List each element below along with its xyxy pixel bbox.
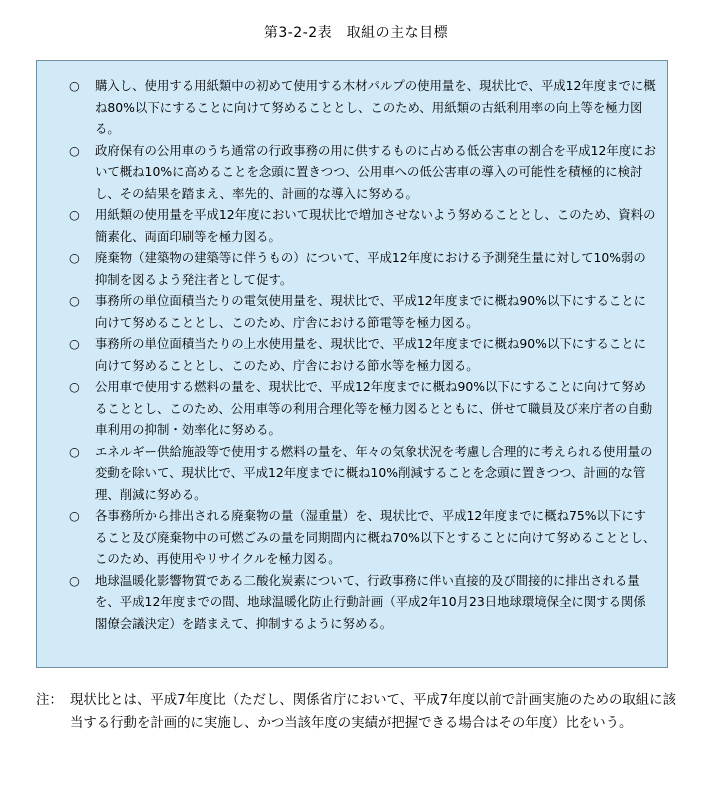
goal-item	[69, 140, 657, 205]
bullet-circle-icon: ○	[69, 78, 80, 93]
table-title: 第3-2-2表 取組の主な目標	[263, 25, 449, 41]
goal-item	[69, 505, 657, 570]
goal-text: 事務所の単位面積当たりの上水使用量を、現状比で、平成12年度までに概ね90%以下にすることに向けて努めることとし、このため、庁舎における節水等を極力図る。	[95, 336, 647, 373]
goal-item	[69, 570, 657, 635]
goal-item	[69, 376, 657, 441]
goal-item	[69, 333, 657, 376]
bullet-circle-icon: ○	[69, 336, 80, 351]
bullet-circle-icon: ○	[69, 443, 80, 459]
bullet-circle-icon: ○	[69, 508, 80, 523]
bullet-circle-icon: ○	[69, 293, 80, 308]
goal-text: 各事務所から排出される廃棄物の量（湿重量）を、現状比で、平成12年度までに概ね75%以下にすること及び廃棄物中の可燃ごみの量を同期間内に概ね70%以下とすることに向けて努めることとし、このため、再使用やリサイクルを極力図る。	[95, 508, 656, 566]
goal-item	[69, 290, 657, 333]
footnote-text: 現状比とは、平成7年度比（ただし、関係省庁において、平成7年度以前で計画実施のための取組に該当する行動を計画的に実施し、かつ当該年度の実績が把握できる場合はその年度）比をいう。	[70, 693, 676, 731]
goal-text: 地球温暖化影響物質である二酸化炭素について、行政事務に伴い直接的及び間接的に排出される量を、平成12年度までの間、地球温暖化防止行動計画（平成2年10月23日地球環境保全に関する関係閣僚会議決定）を踏まえて、抑制するように努める。	[95, 572, 646, 631]
goal-text: 用紙類の使用量を平成12年度において現状比で増加させないよう努めることとし、このため、資料の簡素化、両面印刷等を極力図る。	[95, 207, 656, 244]
bullet-circle-icon: ○	[69, 142, 80, 158]
goal-text: エネルギー供給施設等で使用する燃料の量を、年々の気象状況を考慮し合理的に考えられる使用量の変動を除いて、現状比で、平成12年度までに概ね10%削減することを念頭に置きつつ、計画的な管理、削減に努める。	[95, 443, 653, 502]
goal-item	[69, 204, 657, 247]
goal-item	[69, 441, 657, 506]
goal-text: 廃棄物（建築物の建築等に伴うもの）について、平成12年度における予測発生量に対して10%弱の抑制を図るよう発注者として促す。	[95, 250, 646, 287]
goals-box	[36, 60, 668, 668]
bullet-circle-icon: ○	[69, 250, 80, 265]
goal-text: 購入し、使用する用紙類中の初めて使用する木材パルプの使用量を、現状比で、平成12年度までに概ね80%以下にすることに向けて努めることとし、このため、用紙類の古紙利用率の向上等を極力図る。	[95, 78, 656, 136]
bullet-circle-icon: ○	[69, 207, 80, 222]
goal-item	[69, 75, 657, 140]
goal-item	[69, 247, 657, 290]
goal-text: 事務所の単位面積当たりの電気使用量を、現状比で、平成12年度までに概ね90%以下にすることに向けて努めることとし、このため、庁舎における節電等を極力図る。	[95, 293, 647, 330]
goal-text: 公用車で使用する燃料の量を、現状比で、平成12年度までに概ね90%以下にすることに向けて努めることとし、このため、公用車等の利用合理化等を極力図るとともに、併せて職員及び来庁者の自動車利用の抑制・効率化に努める。	[95, 379, 653, 437]
footnote	[36, 690, 688, 735]
footnote-label: 注：	[36, 693, 63, 708]
goal-text: 政府保有の公用車のうち通常の行政事務の用に供するものに占める低公害車の割合を平成12年度において概ね10%に高めることを念頭に置きつつ、公用車への低公害車の導入の可能性を積極的に検討し、その結果を踏まえ、率先的、計画的な導入に努める。	[95, 142, 656, 201]
bullet-circle-icon: ○	[69, 379, 80, 394]
bullet-circle-icon: ○	[69, 572, 80, 588]
